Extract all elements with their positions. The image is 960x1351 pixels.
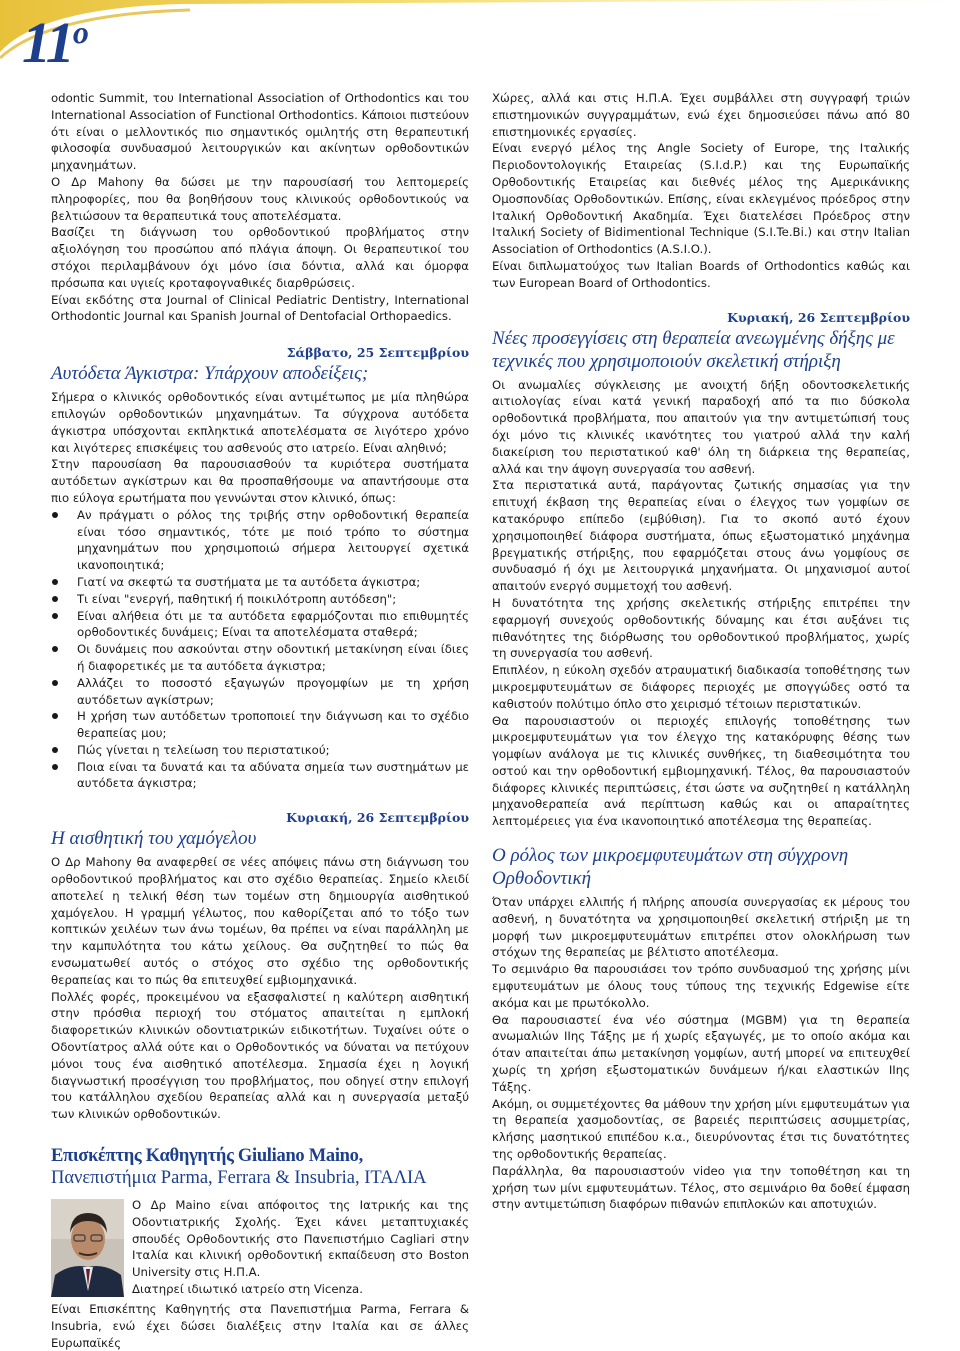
bullet-icon bbox=[52, 646, 58, 652]
paragraph: Η δυνατότητα της χρήσης σκελετικής στήριξης επιτρέπει την εφαρμογή συνεχούς ορθοδοντικής δύναμης και έτσι αυξάνει τις πιθανότητες της διόρθωσης του ορθοδοντικού προβλήματος, χωρίς τη συνεργασία του ασθενή. bbox=[492, 595, 910, 661]
paragraph: Θα παρουσιαστούν οι περιοχές επιλογής τοποθέτησης των μικροεμφυτευμάτων για τον έλεγχο της κατακόρυφης θέσης των γομφίων ανάλογα με τις κλινικές συνθήκες, τη διαθεσιμότητα του οστού και την ορθοδοντική εμβιομηχανική. Τέλος, θα παρουσιαστούν διάφορες κλινικές περιπτώσεις, έτσι ώστε να συζητηθεί η κατάλληλη μηχανοθεραπεία ανά περίπτωση καθώς και οι απαραίτητες λεπτομέρειες για ένα ικανοποιητικό αποτέλεσμα της θεραπείας. bbox=[492, 713, 910, 829]
paragraph: Το σεμινάριο θα παρουσιάσει τον τρόπο συνδυασμού της χρήσης μίνι εμφυτευμάτων με όλους τους τύπους της τεχνικής Edgewise είτε ακόμα και με πρωτόκολλο. bbox=[492, 962, 910, 1010]
paragraph: Όταν υπάρχει ελλιπής ή πλήρης απουσία συνεργασίας εκ μέρους του ασθενή, η δυνατότητα να χρησιμοποιηθεί σκελετική στήριξη με τη μορφή των μικροεμφυτευμάτων επιτρέπει στον ολοκλήρωση των στόχων της θεραπείας με βέλτιστο αποτέλεσμα. bbox=[492, 895, 910, 960]
list-item: Πώς γίνεται η τελείωση του περιστατικού; bbox=[51, 742, 469, 759]
list-item: Είναι αλήθεια ότι με τα αυτόδετα εφαρμόζονται πιο επιθυμητές ορθοδοντικές δυνάμεις; Είναι τα αποτελέσματα σταθερά; bbox=[51, 608, 469, 642]
paragraph: Σήμερα ο κλινικός ορθοδοντικός είναι αντιμέτωπος με μία πληθώρα επιλογών ορθοδοντικών μηχανημάτων. Τα σύγχρονα αυτόδετα άγκιστρα υπόσχονται εκπληκτικά αποτελέσματα σε λιγότερο χρόνο και λιγότερες επισκέψεις του ασθενούς στο ιατρείο. Είναι αληθινό; bbox=[51, 390, 469, 455]
paragraph: Ακόμη, οι συμμετέχοντες θα μάθουν την χρήση μίνι εμφυτευμάτων για τη θεραπεία χασμοδοντίας, σε βαρειές περιπτώσεις ασυμμετρίας, κλήσης μασητικού επιπέδου κ.α., διευρύνοντας έτσι τις δυνατότητες της ορθοδοντικής θεραπείας. bbox=[492, 1096, 910, 1162]
bullet-icon bbox=[52, 680, 58, 686]
list-item: Αλλάζει το ποσοστό εξαγωγών προγομφίων με τη χρήση αυτόδετων αγκίστρων; bbox=[51, 675, 469, 709]
list-item: Τι είναι "ενεργή, παθητική ή ποικιλότροπη αυτόδεση"; bbox=[51, 591, 469, 608]
question-list bbox=[51, 507, 469, 793]
paragraph: Βασίζει τη διάγνωση του ορθοδοντικού προβλήματος στην αξιολόγηση του προσώπου από πλάγια άποψη. Οι θεραπευτικοί του στόχοι περιλαμβάνουν όχι μόνο ίσια δόντια, αλλά και όμορφα πρόσωπα και υγιείς κροταφογναθικές διαρθρώσεις. bbox=[51, 225, 469, 290]
page-number: $11^o$ bbox=[22, 10, 87, 75]
bullet-icon bbox=[52, 596, 58, 602]
paragraph: Είναι εκδότης στα Journal of Clinical Pediatric Dentistry, International Orthodontic Journal και Spanish Journal of Dentofacial Orthopaedics. bbox=[51, 292, 469, 324]
left-column bbox=[51, 90, 469, 1351]
bullet-icon bbox=[52, 764, 58, 770]
bullet-icon bbox=[52, 747, 58, 753]
paragraph: Χώρες, αλλά και στις Η.Π.Α. Έχει συμβάλλει στη συγγραφή τριών επιστημονικών συγγραμμάτων, ενώ έχει δημοσιεύσει πάνω από 80 επιστημονικές εργασίες. bbox=[492, 91, 910, 139]
section-heading: Ο ρόλος των μικροεμφυτευμάτων στη σύγχρονη Ορθοδοντική bbox=[492, 845, 849, 890]
session-date: Κυριακή, 26 Σεπτεμβρίου bbox=[727, 309, 910, 325]
session-date: Κυριακή, 26 Σεπτεμβρίου bbox=[286, 810, 469, 826]
paragraph: Διατηρεί ιδιωτικό ιατρείο στη Vicenza. bbox=[132, 1282, 363, 1297]
right-column bbox=[492, 90, 910, 1213]
paragraph: Θα παρουσιαστεί ένα νέο σύστημα (MGBM) για τη θεραπεία ανωμαλιών ΙΙης Τάξης με ή χωρίς εξαγωγές, με το οποίο ακόμα και όταν απαιτείται άπω μετακίνηση γομφίων, αυτή μπορεί να επιτευχθεί χωρίς τη χρήση εξωστοματικών δυνάμεων ή/και ελαστικών ΙΙης Τάξης. bbox=[492, 1012, 910, 1094]
paragraph: Στα περιστατικά αυτά, παράγοντας ζωτικής σημασίας για την επιτυχή έκβαση της θεραπείας είναι ο έλεγχος των γομφίων σε κατακόρυφο επίπεδο (εμβύθιση). Για το σκοπό αυτό έχουν χρησιμοποιηθεί διάφορα συστήματα, όπως εξωστοματικό μηχάνημα βρεγματικής στήριξης, που εφαρμόζεται στους άνω γομφίους σε συνδυασμό ή όχι με λειτουργικά μηχανήματα. Οι μηχανισμοί αυτοί απαιτούν ενεργό συμμετοχή του ασθενή. bbox=[492, 478, 910, 594]
list-item: Αν πράγματι ο ρόλος της τριβής στην ορθοδοντική θεραπεία είναι τόσο σημαντικός, τότε με ποιό τρόπο το σύστημα μηχανημάτων που χρησιμοποιώ σήμερα λειτουργεί σχετικά ικανοποιητικά; bbox=[51, 507, 469, 574]
paragraph: Οι ανωμαλίες σύγκλεισης με ανοιχτή δήξη οδοντοσκελετικής αιτιολογίας είναι κατά γενική παραδοχή από τα πιο δύσκολα ορθοδοντικά προβλήματα, που απαιτούν για την αντιμετώπισή τους όχι μόνο τις κλινικές ικανότητες του γιατρού αλλά την καλή διακείριση του περιστατικού καθ' όλη τη διάρκεια της θεραπείας, αλλά και την άψογη συνεργασία του ασθενή. bbox=[492, 377, 910, 476]
session-date: Σάββατο, 25 Σεπτεμβρίου bbox=[286, 345, 469, 361]
paragraph: Ο Δρ Mahony θα δώσει με την παρουσίασή του λεπτομερείς πληροφορίες, που θα βοηθήσουν τους κλινικούς ορθοδοντικούς να βελτιώσουν τα θεραπευτικά τους αποτελέσματα. bbox=[51, 174, 469, 223]
bullet-icon bbox=[52, 579, 58, 585]
bullet-icon bbox=[52, 713, 58, 719]
list-item: Ποια είναι τα δυνατά και τα αδύνατα σημεία των συστημάτων με αυτόδετα άγκιστρα; bbox=[51, 759, 469, 793]
list-item: Η χρήση των αυτόδετων τροποποιεί την διάγνωση και το σχέδιο θεραπείας μου; bbox=[51, 708, 469, 742]
corner-decoration bbox=[0, 0, 960, 90]
paragraph: Είναι διπλωματούχος των Italian Boards of Orthodontics καθώς και των European Board of Orthodontics. bbox=[492, 258, 910, 290]
section-heading: Αυτόδετα Άγκιστρα: Υπάρχουν αποδείξεις; bbox=[51, 363, 369, 385]
paragraph: odontic Summit, του International Association of Orthodontics και του International Association of Functional Orthodontics. Κάποιοι πιστεύουν ότι είναι ο μελλοντικός πιο σημαντικός ομιλητής στη θεραπευτική φιλοσοφία συνδυασμού λειτουργικών και ακίνητων ορθοδοντικών μηχανημάτων. bbox=[51, 91, 469, 173]
visitor-heading: Επισκέπτης Καθηγητής Giuliano Maino, Πανεπιστήμια Parma, Ferrara & Insubria, ΙΤΑΛΙΑ bbox=[51, 1146, 427, 1189]
paragraph: Πολλές φορές, προκειμένου να εξασφαλιστεί η καλύτερη αισθητική στην πρόσθια περιοχή του στόματος απαιτείται η εμπλοκή διαφορετικών κλινικών οδοντιατρικών ειδικοτήτων. Τυχαίνει ούτε ο Οδοντίατρος αλλά ούτε και ο Ορθοδοντικός να δύναται να πετύχουν μόνοι τους ένα αισθητικό αποτέλεσμα. Σημασία έχει η λογική διαγνωστική προσέγγιση του προβλήματος, που οδηγεί στην επιλογή του κατάλληλου σχεδίου θεραπείας αλλά και η συνεργασία μεταξύ των κλινικών ορθοδοντικών. bbox=[51, 989, 469, 1122]
list-item: Οι δυνάμεις που ασκούνται στην οδοντική μετακίνηση είναι ίδιες ή διαφορετικές με τα αυτόδετα άγκιστρα; bbox=[51, 641, 469, 675]
visitor-bio bbox=[51, 1197, 469, 1351]
portrait-photo bbox=[51, 1199, 124, 1297]
paragraph: Είναι ενεργό μέλος της Angle Society of Europe, της Ιταλικής Περιοδοντολογικής Εταιρείας (S.I.d.P.) και της Ευρωπαϊκής Ορθοδοντικής Εταιρείας και διεθνές μέλος της Αμερικάνικης Ομοσπονδίας Ορθοδοντικών. Επίσης, είναι εκλεγμένος πρόεδρος στην Ιταλική Ορθοδοντική Ακαδημία. Έχει διατελέσει Πρόεδρος στην Ιταλική Society of Bidimentional Technique (S.I.Te.Bi.) και στην Italian Association of Orthodontics (A.S.I.O.). bbox=[492, 141, 910, 257]
list-item: Γιατί να σκεφτώ τα συστήματα με τα αυτόδετα άγκιστρα; bbox=[51, 574, 469, 591]
section-heading: Η αισθητική του χαμόγελου bbox=[51, 828, 257, 850]
paragraph: Είναι Επισκέπτης Καθηγητής στα Πανεπιστήμια Parma, Ferrara & Insubria, ενώ έχει δώσει διαλέξεις στην Ιταλία και σε άλλες Ευρωπαϊκές bbox=[51, 1302, 469, 1350]
bullet-icon bbox=[52, 613, 58, 619]
paragraph: Παράλληλα, θα παρουσιαστούν video για την τοποθέτηση και τη χρήση των μίνι εμφυτευμάτων. Τέλος, στο σεμινάριο θα δοθεί έμφαση στην αντιμετώπιση διαφόρων πιθανών επιπλοκών και αποτυχιών. bbox=[492, 1163, 910, 1212]
paragraph: Επιπλέον, η εύκολη σχεδόν ατραυματική διαδικασία τοποθέτησης των μικροεμφυτευμάτων σε διάφορες περιοχές με σπογγώδες οστό τα καθιστούν πολύτιμο όπλο στο χειρισμό τέτοιων περιστατικών. bbox=[492, 663, 910, 711]
section-heading: Νέες προσεγγίσεις στη θεραπεία ανεωγμένης δήξης με τεχνικές που χρησιμοποιούν σκελετική στήριξη bbox=[492, 327, 895, 372]
bullet-icon bbox=[52, 512, 58, 518]
paragraph: Ο Δρ Mahony θα αναφερθεί σε νέες απόψεις πάνω στη διάγνωση του ορθοδοντικού προβλήματος και στο σχέδιο θεραπείας. Σημείο κλειδί αποτελεί η τελική θέση των τομέων στη δημιουργία αισθητικού χαμόγελου. Η γραμμή γέλωτος, που καθορίζεται από το τόξο των κοπτικών χειλέων των άνω τομέων, θα πρέπει να είναι παράλληλη με την καμπυλότητα του κάτω χείλους. Θα συζητηθεί το πώς θα ενσωματωθεί αυτός ο στόχος στο σχέδιο της ορθοδοντικής θεραπείας και το πώς θα επιτευχθεί εμβιομηχανικά. bbox=[51, 855, 469, 987]
paragraph: Στην παρουσίαση θα παρουσιασθούν τα κυριότερα συστήματα αυτόδετων αγκίστρων και θα προσπαθήσουμε να απαντήσουμε στα πιο εύλογα ερωτήματα που γεννώνται στον κλινικό, όπως: bbox=[51, 457, 469, 505]
paragraph: Ο Δρ Maino είναι απόφοιτος της Ιατρικής και της Οδοντιατρικής Σχολής. Έχει κάνει μεταπτυχιακές σπουδές Ορθοδοντικής στο Πανεπιστήμιο Cagliari στην Ιταλία και κλινική ορθοδοντική εκπαίδευση στο Boston University στις Η.Π.Α. bbox=[132, 1198, 469, 1280]
